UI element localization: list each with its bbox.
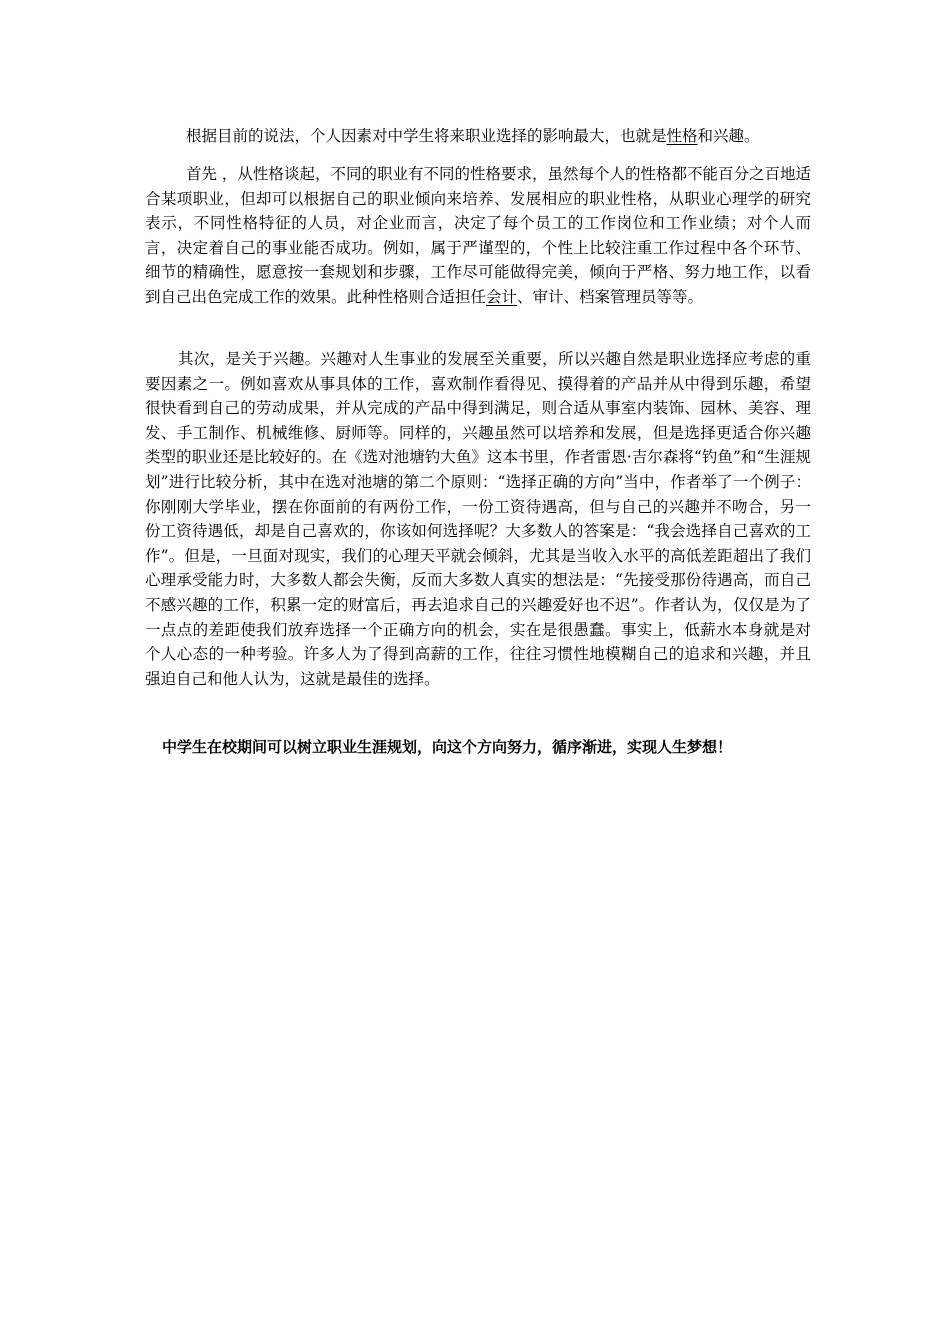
intro-text: 根据目前的说法，个人因素对中学生将来职业选择的影响最大，也就是 — [186, 127, 667, 145]
personality-text-end: 、审计、档案管理员等等。 — [517, 287, 704, 306]
intro-paragraph — [145, 124, 811, 149]
personality-paragraph — [145, 162, 811, 310]
intro-text-end: 和兴趣。 — [697, 127, 760, 145]
interest-paragraph: 其次，是关于兴趣。兴趣对人生事业的发展至关重要，所以兴趣自然是职业选择应考虑的重要因素之一。例如喜欢从事具体的工作，喜欢制作看得见、摸得着的产品并从中得到乐趣，希望很快看到自己的劳动成果，并从完成的产品中得到满足，则合适从事室内装饰、园林、美容、理发、手工制作、机械维修、厨师等。同样的，兴趣虽然可以培养和发展，但是选择更适合你兴趣类型的职业还是比较好的。在《选对池塘钓大鱼》这本书里，作者雷恩·吉尔森将“钓鱼”和“生涯规划”进行比较分析，其中在选对池塘的第二个原则：“选择正确的方向”当中，作者举了一个例子：你刚刚大学毕业，摆在你面前的有两份工作，一份工资待遇高，但与自己的兴趣并不吻合，另一份工资待遇低，却是自己喜欢的，你该如何选择呢？大多数人的答案是：“我会选择自己喜欢的工作”。但是，一旦面对现实，我们的心理天平就会倾斜，尤其是当收入水平的高低差距超出了我们心理承受能力时，大多数人都会失衡，反而大多数人真实的想法是：“先接受那份待遇高，而自己不感兴趣的工作，积累一定的财富后，再去追求自己的兴趣爱好也不迟”。作者认为，仅仅是为了一点点的差距使我们放弃选择一个正确方向的机会，实在是很愚蠢。事实上，低薪水本身就是对个人心态的一种考验。许多人为了得到高薪的工作，往往习惯性地模糊自己的追求和兴趣，并且强迫自己和他人认为，这就是最佳的选择。 — [145, 350, 811, 688]
personality-link[interactable]: 性格 — [666, 127, 698, 145]
accounting-link[interactable]: 会计 — [486, 287, 518, 306]
personality-text: 首先 ，从性格谈起，不同的职业有不同的性格要求，虽然每个人的性格都不能百分之百地适合某项职业，但却可以根据自己的职业倾向来培养、发展相应的职业性格，从职业心理学的研究表示，不同性格特征的人员，对企业而言，决定了每个员工的工作岗位和工作业绩；对个人而言，决定着自己的事业能否成功。例如，属于严谨型的，个性上比较注重工作过程中各个环节、细节的精确性，愿意按一套规划和步骤，工作尽可能做得完美，倾向于严格、努力地工作，以看到自己出色完成工作的效果。此种性格则合适担任 — [145, 165, 811, 306]
conclusion-paragraph: 中学生在校期间可以树立职业生涯规划，向这个方向努力，循序渐进，实现人生梦想！ — [162, 738, 733, 756]
